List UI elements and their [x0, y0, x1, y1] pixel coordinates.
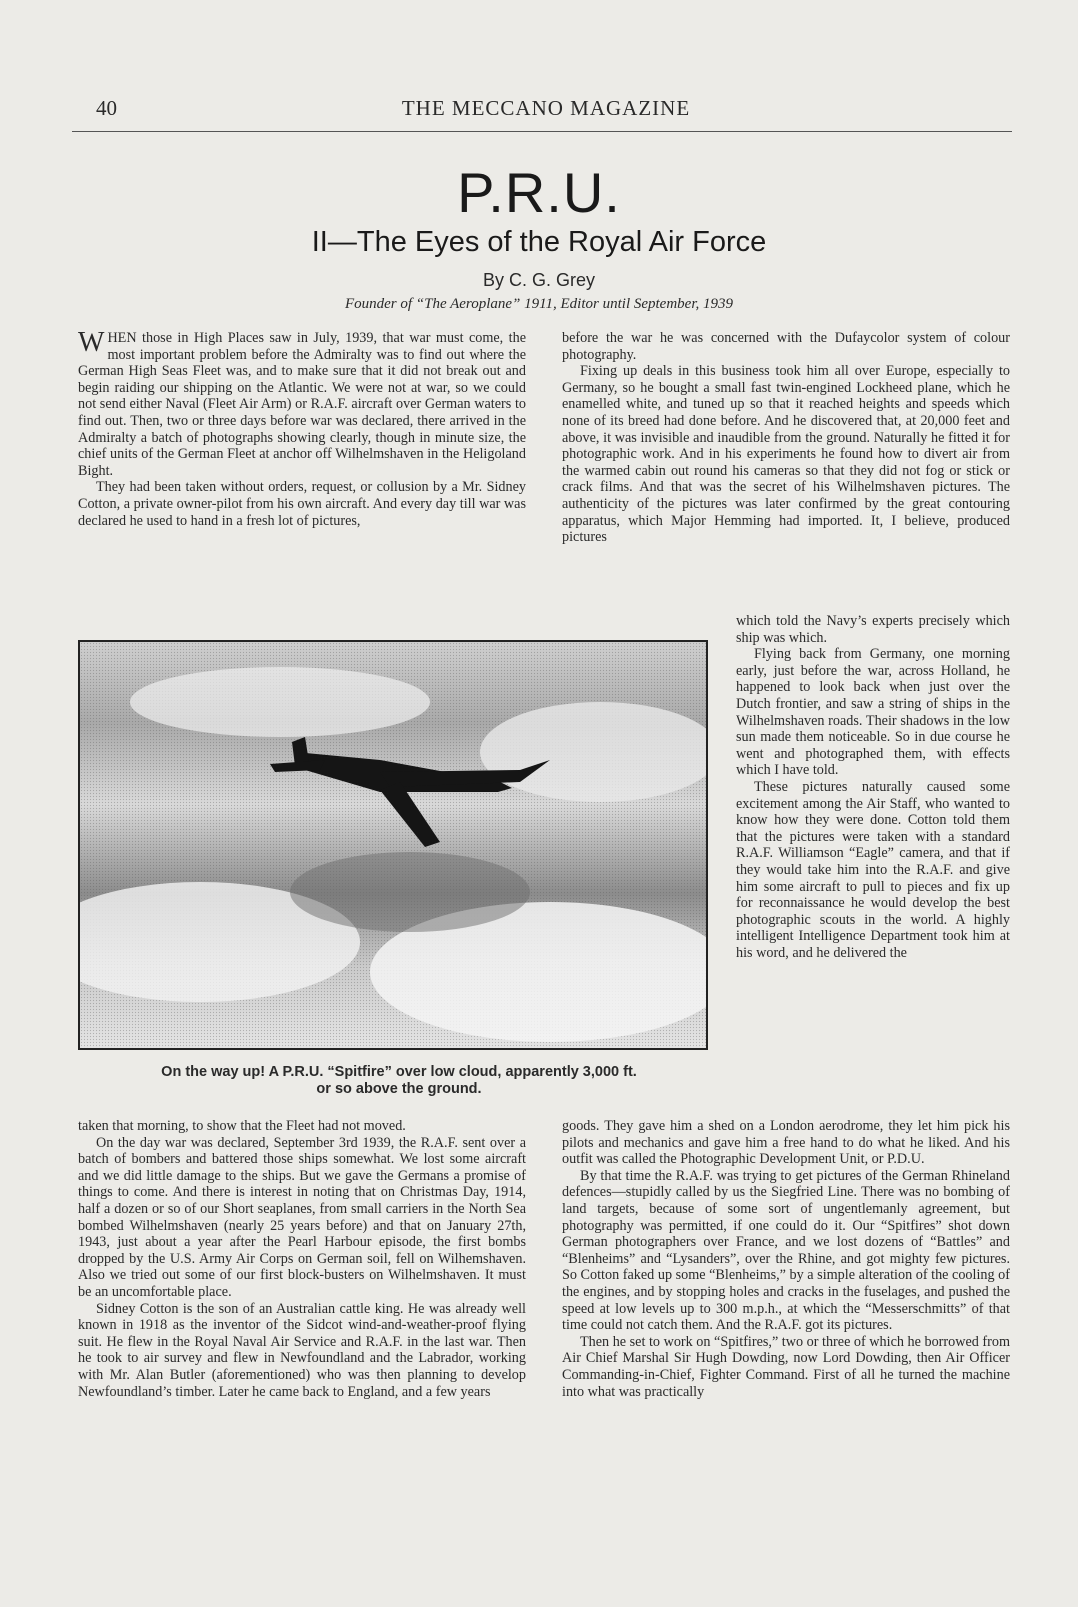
paragraph: On the day war was declared, September 3rd 1939, the R.A.F. sent over a batch of bombers and battered those ships somewhat. We lost some aircraft and we did little damage to the ships. But we gave the Germans a promise of things to come. And there is interest in noting that on Christmas Day, 1914, half a dozen or so of our Short seaplanes, from small carriers in the North Sea bombed Wilhelmshaven (nearly 25 years before) and that on January 27th, 1943, just about a year after the Pearl Harbour episode, the first bombs dropped by the U.S. Army Air Corps on German soil, fell on Wilhemshaven. Also we tried out some of our first block-busters on Wilhelmshaven. It must be an uncomfortable place. — [78, 1134, 526, 1300]
paragraph: taken that morning, to show that the Fleet had not moved. — [78, 1118, 406, 1134]
drop-cap: W — [78, 327, 105, 358]
photo-illustration — [80, 642, 706, 1048]
paragraph: Sidney Cotton is the son of an Australian cattle king. He was already well known in 1918 as the inventor of the Sidcot wind-and-weather-proof flying suit. He flew in the Royal Naval Air Service and R.A.F. in the last war. Then he took to air survey and flew in Newfoundland and the Labrador, working with Mr. Alan Butler (aforementioned) who was then planning to develop Newfoundland’s timber. Later he came back to England, and a few years — [78, 1300, 526, 1400]
paragraph: WHEN those in High Places saw in July, 1939, that war must come, the most important problem before the Admiralty was to find out where the German High Seas Fleet was, and to make sure that it did not break out and begin raiding our shipping on the Atlantic. We were not at war, so we could not send either Naval (Fleet Air Arm) or R.A.F. aircraft over German waters to find out. Then, two or three days before war was declared, there arrived in the Admiralty a batch of photographs showing clearly, though in minute size, the chief units of the German Fleet at anchor off Wilhelmshaven in the Heligoland Bight. — [78, 327, 526, 479]
header-rule — [72, 131, 1012, 132]
byline: By C. G. Grey — [482, 270, 596, 290]
page-header — [80, 92, 1012, 126]
caption-line: or so above the ground. — [316, 1081, 482, 1097]
photo-caption — [74, 1064, 724, 1098]
paragraph: Flying back from Germany, one morning early, just before the war, across Holland, he happened to look back when just over the Dutch frontier, and saw a string of ships in the Wilhelmshaven roads. Their shadows in the low sun made them noticeable. So in due course he went and photographed them, with effects which I have told. — [736, 646, 1010, 779]
left-column-bottom — [78, 1118, 526, 1400]
article-subtitle: II—The Eyes of the Royal Air Force — [311, 226, 767, 258]
paragraph: By that time the R.A.F. was trying to get pictures of the German Rhineland defences—stupidly called by us the Siegfried Line. There was no bombing of land targets, because of some sort of ungentlemanly agreement, but photography was permitted, if one could do it. Our “Spitfires” shot down German photographers over France, and we lost dozens of “Battles” and “Blenheims” and “Lysanders”, over the Rhine, and got mighty few pictures. So Cotton faked up some “Blenheims,” by a simple alteration of the cooling of the engines, and by stopping holes and cracks in the fuselages, and pushed the speed at low levels up to 300 m.p.h., at which the “Messerschmitts” of that time could not catch them. And the R.A.F. got its pictures. — [562, 1167, 1010, 1334]
caption-line: On the way up! A P.R.U. “Spitfire” over low cloud, apparently 3,000 ft. — [161, 1064, 637, 1080]
narrow-column — [736, 613, 1010, 961]
paragraph: These pictures naturally caused some excitement among the Air Staff, who wanted to know how they were done. Cotton told them that the pictures were taken with a standard R.A.F. Williamson “Eagle” camera, and that if they would take him into the R.A.F. and give him some aircraft to pull to pieces and fix up for reconnaissance he would develop the best photographic scouts in the world. A highly intelligent Intelligence Department took him at his word, and he delivered the — [736, 778, 1010, 961]
page-number: 40 — [96, 96, 117, 120]
right-column-top — [562, 330, 1010, 546]
paragraph: They had been taken without orders, request, or collusion by a Mr. Sidney Cotton, a private owner-pilot from his own aircraft. And every day till war was declared he used to hand in a fresh lot of pictures, — [78, 479, 526, 529]
article-title: P.R.U. — [457, 161, 621, 224]
paragraph: which told the Navy’s experts precisely which ship was which. — [736, 613, 1010, 646]
paragraph: Fixing up deals in this business took him all over Europe, especially to Germany, so he bought a small fast twin-engined Lockheed plane, which he enamelled white, and tuned up so that it reached heights and speeds which none of its breed had done before. And he discovered that, at 20,000 feet and above, it was invisible and inaudible from the ground. Naturally he fitted it for photographic work. And in his experiments he found how to divert air from the warmed cabin out round his cameras so that they did not fog or stick or crack films. And that was the secret of his Wilhelmshaven pictures. The authenticity of the pictures was later confirmed by the great contouring apparatus, which Major Hemming had imported. It, I believe, produced pictures — [562, 363, 1010, 546]
magazine-title: THE MECCANO MAGAZINE — [401, 96, 691, 120]
paragraph: Then he set to work on “Spitfires,” two or three of which he borrowed from Air Chief Marshal Sir Hugh Dowding, now Lord Dowding, then Air Officer Commanding-in-Chief, Fighter Command. First of all he turned the machine into what was practically — [562, 1333, 1010, 1400]
paragraph: before the war he was concerned with the Dufaycolor system of colour photography. — [562, 330, 1010, 363]
author-note: Founder of “The Aeroplane” 1911, Editor until September, 1939 — [344, 296, 734, 312]
left-column-top — [78, 327, 526, 529]
spitfire-photo — [78, 640, 708, 1050]
right-column-bottom — [562, 1118, 1010, 1400]
paragraph: goods. They gave him a shed on a London aerodrome, they let him pick his pilots and mechanics and gave him a free hand to do what he liked. And his outfit was called the Photographic Development Unit, or P.D.U. — [562, 1118, 1010, 1168]
